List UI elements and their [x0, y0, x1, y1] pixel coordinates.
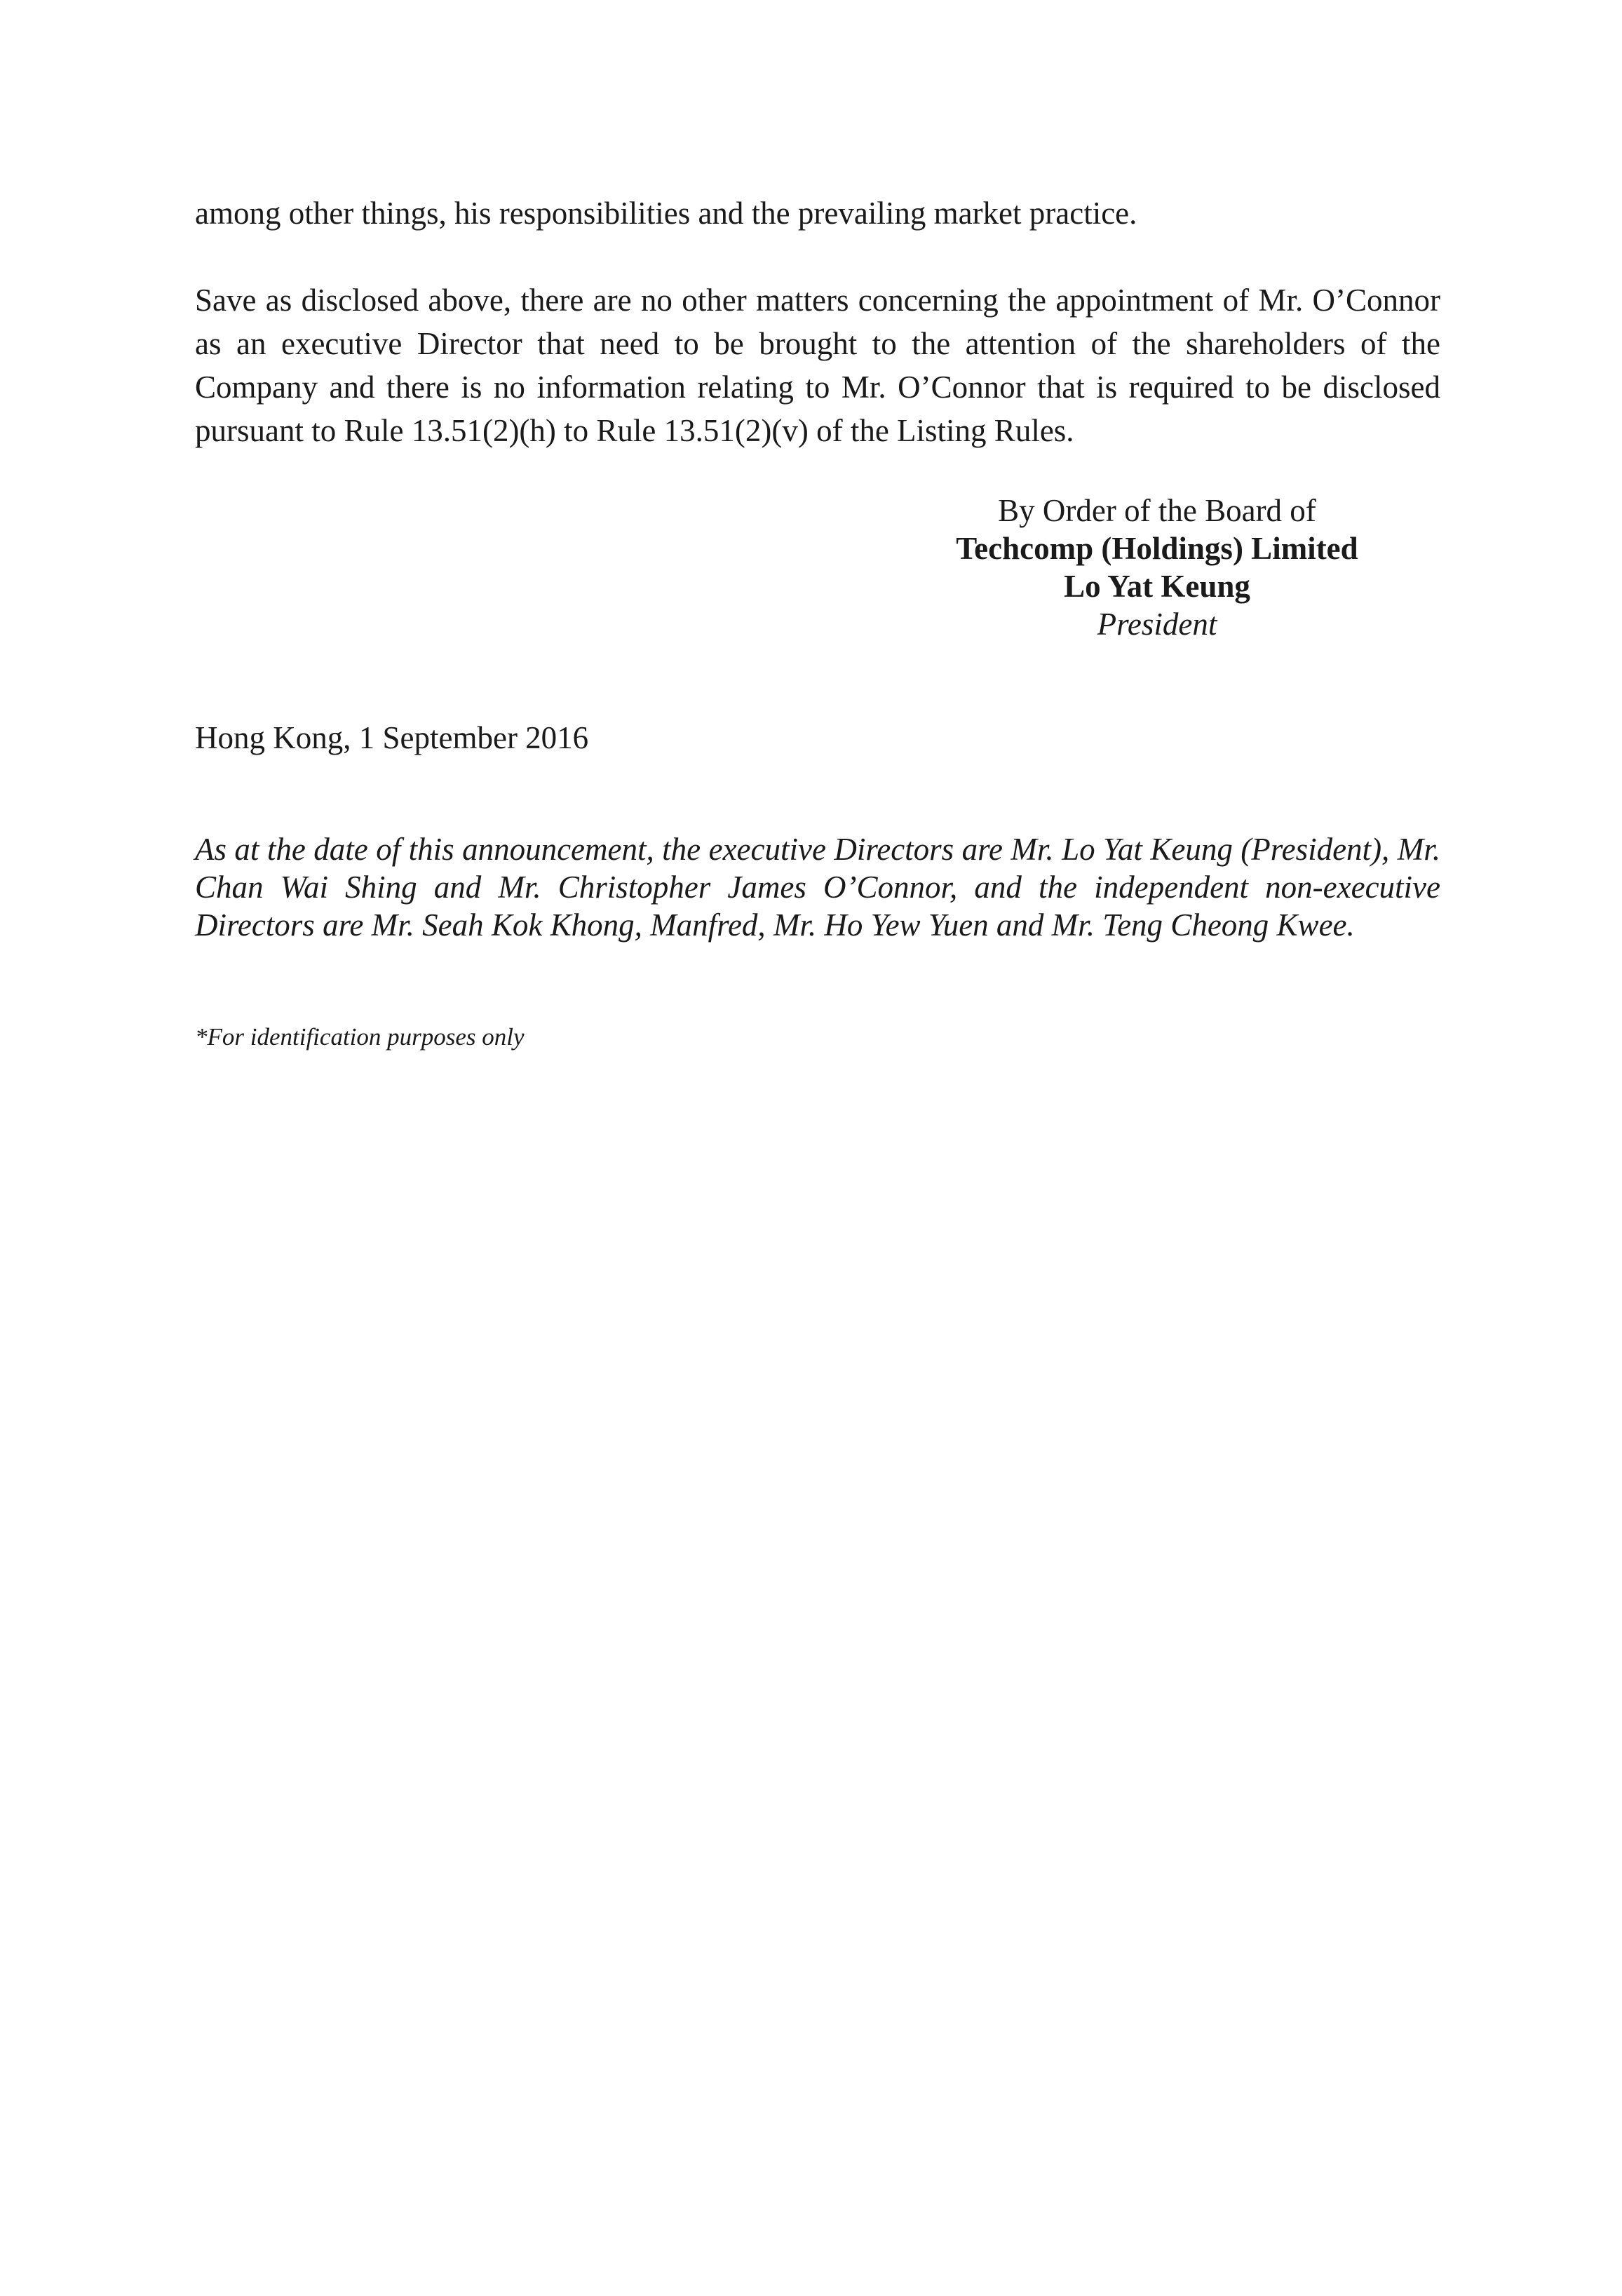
- signature-order-line: By Order of the Board of: [998, 493, 1316, 528]
- signature-title: President: [1097, 607, 1217, 642]
- directors-statement: As at the date of this announcement, the executive Directors are Mr. Lo Yat Keung (President), Mr. Chan Wai Shing and Mr. Christopher James O’Connor, and the independent non-executive Directors are Mr. Seah Kok Khong, Manfred, Mr. Ho Yew Yuen and Mr. Teng Cheong Kwee.: [195, 832, 1440, 943]
- signature-block: [912, 492, 1403, 643]
- body-paragraph-disclosure: Save as disclosed above, there are no other matters concerning the appointment of Mr. O’Connor as an executive Director that need to be brought to the attention of the shareholders of the Company and there is no information relating to Mr. O’Connor that is required to be disclosed pursuant to Rule 13.51(2)(h) to Rule 13.51(2)(v) of the Listing Rules.: [195, 283, 1440, 448]
- place-and-date: Hong Kong, 1 September 2016: [195, 720, 589, 755]
- identification-footnote: *For identification purposes only: [195, 1023, 525, 1051]
- body-paragraph-continuation: among other things, his responsibilities and the prevailing market practice.: [195, 196, 1137, 231]
- signature-company-name: Techcomp (Holdings) Limited: [956, 531, 1358, 566]
- signature-signatory-name: Lo Yat Keung: [1064, 569, 1250, 604]
